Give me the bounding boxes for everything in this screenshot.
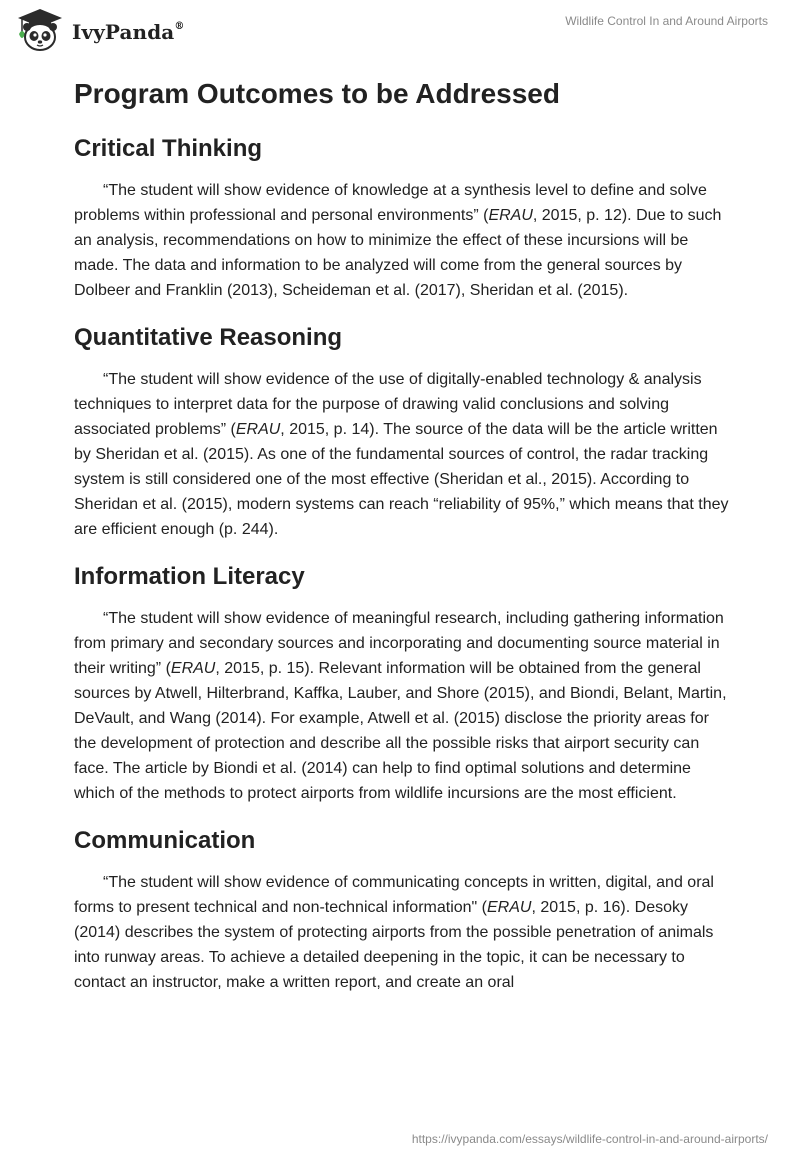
paragraph-text: , 2015, p. 16). Desoky (2014) describes the system of protecting airports from the possible penetration of animals into runway areas. To achieve a detailed deepening in the topic, it can be necessary to contact an instructor, make a written report, and create an oral	[74, 899, 714, 991]
sections-container	[74, 132, 734, 995]
citation-source: ERAU	[488, 207, 533, 224]
running-title: Wildlife Control In and Around Airports	[565, 14, 768, 28]
citation-source: ERAU	[235, 421, 281, 438]
paragraph-text: , 2015, p. 15). Relevant information will be obtained from the general sources by Atwell, Hilterbrand, Kaffka, Lauber, and Shore (2015), and Biondi, Belant, Martin, DeVault, and Wang (2014). For example, Atwell et al. (2015) disclose the priority areas for the development of protection and describe all the possible risks that airport security can face. The article by Biondi et al. (2014) can help to find optimal solutions and determine which of the methods to protect airports from wildlife incursions are the most efficient.	[74, 660, 727, 802]
registered-mark: ®	[174, 21, 185, 33]
section-paragraph	[74, 870, 734, 995]
page-title: Program Outcomes to be Addressed	[74, 78, 560, 109]
paragraph-text: “The student will show evidence of the use of digitally-enabled technology & analysis techniques to interpret data for the purpose of drawing valid conclusions and solving associated problems” (	[74, 371, 702, 438]
brand-logo[interactable]	[14, 6, 184, 54]
paragraph-text: “The student will show evidence of knowledge at a synthesis level to define and solve problems within professional and personal environments” (	[74, 182, 707, 224]
paragraph-text: , 2015, p. 14). The source of the data will be the article written by Sheridan et al. (2015). As one of the fundamental sources of control, the radar tracking system is still considered one of the most effective (Sheridan et al., 2015). According to Sheridan et al. (2015), modern systems can reach “reliability of 95%,” which means that they are efficient enough (p. 244).	[74, 421, 729, 538]
section-paragraph	[74, 606, 734, 806]
section-quantitative-reasoning	[74, 321, 734, 542]
panda-mascot-icon	[14, 6, 66, 54]
section-heading: Critical Thinking	[74, 135, 263, 162]
paragraph-text: “The student will show evidence of meaningful research, including gathering information from primary and secondary sources and incorporating and documenting source material in their writing” (	[74, 610, 724, 677]
section-critical-thinking	[74, 132, 734, 303]
section-information-literacy	[74, 560, 734, 806]
section-paragraph	[74, 367, 734, 542]
section-paragraph	[74, 178, 734, 303]
paragraph-text: , 2015, p. 12). Due to such an analysis, recommendations on how to minimize the effect of these incursions will be made. The data and information to be analyzed will come from the general sources by Dolbeer and Franklin (2013), Scheideman et al. (2017), Sheridan et al. (2015).	[74, 207, 722, 299]
citation-source: ERAU	[487, 899, 532, 916]
brand-name: IvyPanda®	[72, 20, 185, 44]
article-content	[74, 70, 734, 995]
section-communication	[74, 824, 734, 995]
source-url: https://ivypanda.com/essays/wildlife-control-in-and-around-airports/	[411, 1132, 768, 1146]
citation-source: ERAU	[170, 660, 216, 677]
section-heading: Quantitative Reasoning	[74, 324, 343, 351]
paragraph-text: “The student will show evidence of communicating concepts in written, digital, and oral forms to present technical and non-technical information" (	[74, 874, 714, 916]
section-heading: Information Literacy	[74, 563, 305, 590]
page-header	[0, 0, 800, 70]
section-heading: Communication	[74, 827, 256, 854]
